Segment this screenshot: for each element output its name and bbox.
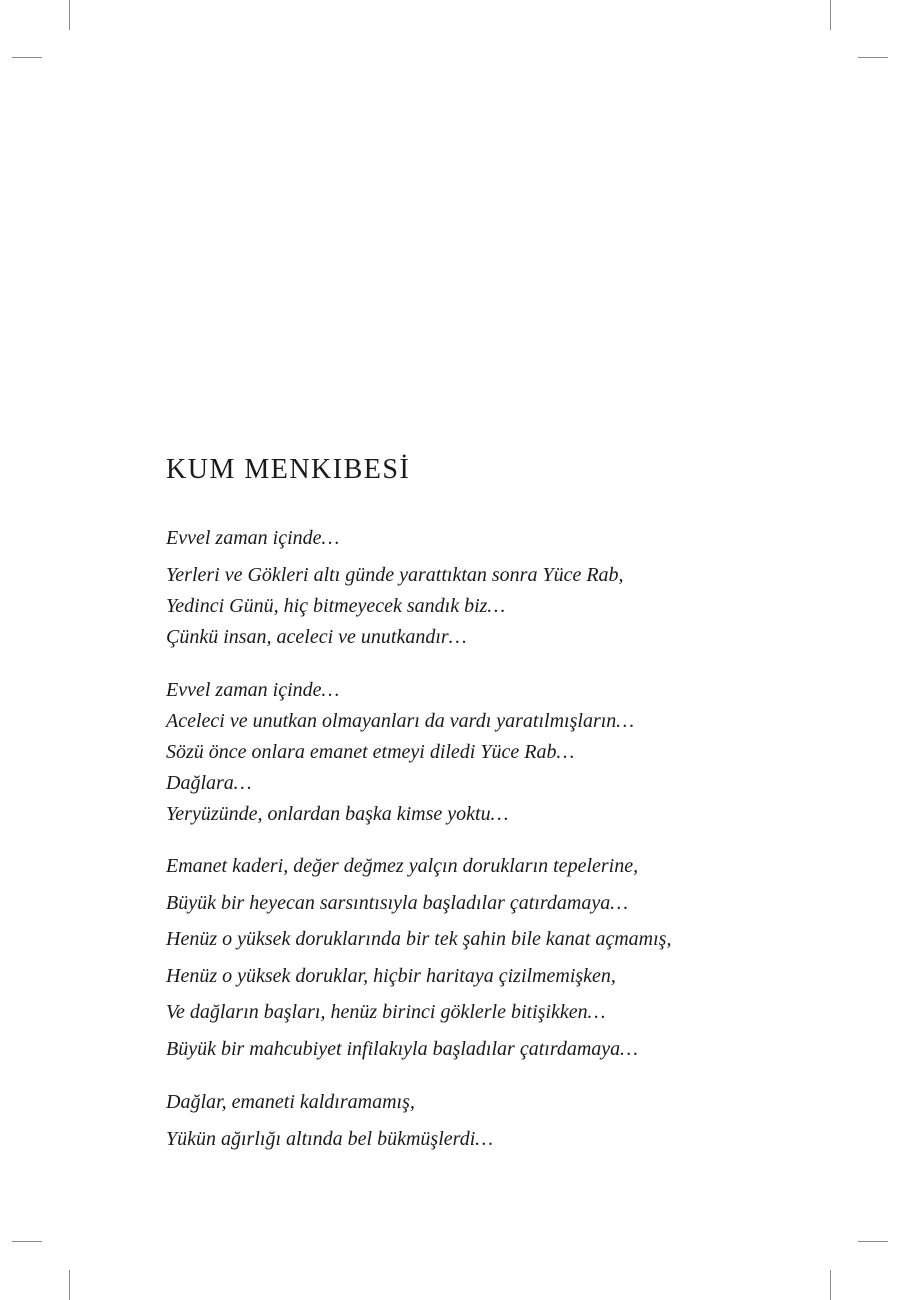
crop-mark-top-right: [858, 57, 888, 58]
poem-line: Henüz o yüksek doruklar, hiçbir haritaya çizilmemişken,: [166, 965, 616, 987]
poem-line: Büyük bir mahcubiyet infilakıyla başladılar çatırdamaya…: [166, 1038, 638, 1060]
poem-line: Aceleci ve unutkan olmayanları da vardı yaratılmışların…: [166, 710, 635, 732]
poem-line: Yükün ağırlığı altında bel bükmüşlerdi…: [166, 1128, 494, 1150]
poem-line: Henüz o yüksek doruklarında bir tek şahin bile kanat açmamış,: [166, 928, 672, 950]
crop-mark-bottom-right: [858, 1241, 888, 1242]
poem-line: Dağlar, emaneti kaldıramamış,: [166, 1091, 415, 1113]
crop-mark-top-left: [12, 57, 42, 58]
poem-line: Sözü önce onlara emanet etmeyi diledi Yüce Rab…: [166, 741, 575, 763]
crop-mark-top-right: [830, 0, 831, 30]
poem-line: Emanet kaderi, değer değmez yalçın dorukların tepelerine,: [166, 855, 639, 877]
poem-line: Evvel zaman içinde…: [166, 679, 340, 701]
poem-line: Yedinci Günü, hiç bitmeyecek sandık biz…: [166, 595, 506, 617]
crop-mark-bottom-left: [12, 1241, 42, 1242]
poem-line: Büyük bir heyecan sarsıntısıyla başladılar çatırdamaya…: [166, 892, 628, 914]
poem-line: Evvel zaman içinde…: [166, 527, 340, 549]
poem-line: Çünkü insan, aceleci ve unutkandır…: [166, 626, 467, 648]
poem-line: Yeryüzünde, onlardan başka kimse yoktu…: [166, 803, 509, 825]
poem-line: Dağlara…: [166, 772, 252, 794]
crop-mark-bottom-left: [69, 1270, 70, 1300]
poem-line: Ve dağların başları, henüz birinci göklerle bitişikken…: [166, 1001, 606, 1023]
poem-line: Yerleri ve Gökleri altı günde yarattıktan sonra Yüce Rab,: [166, 564, 624, 586]
crop-mark-top-left: [69, 0, 70, 30]
poem-title: KUM MENKIBESİ: [166, 454, 411, 485]
crop-mark-bottom-right: [830, 1270, 831, 1300]
